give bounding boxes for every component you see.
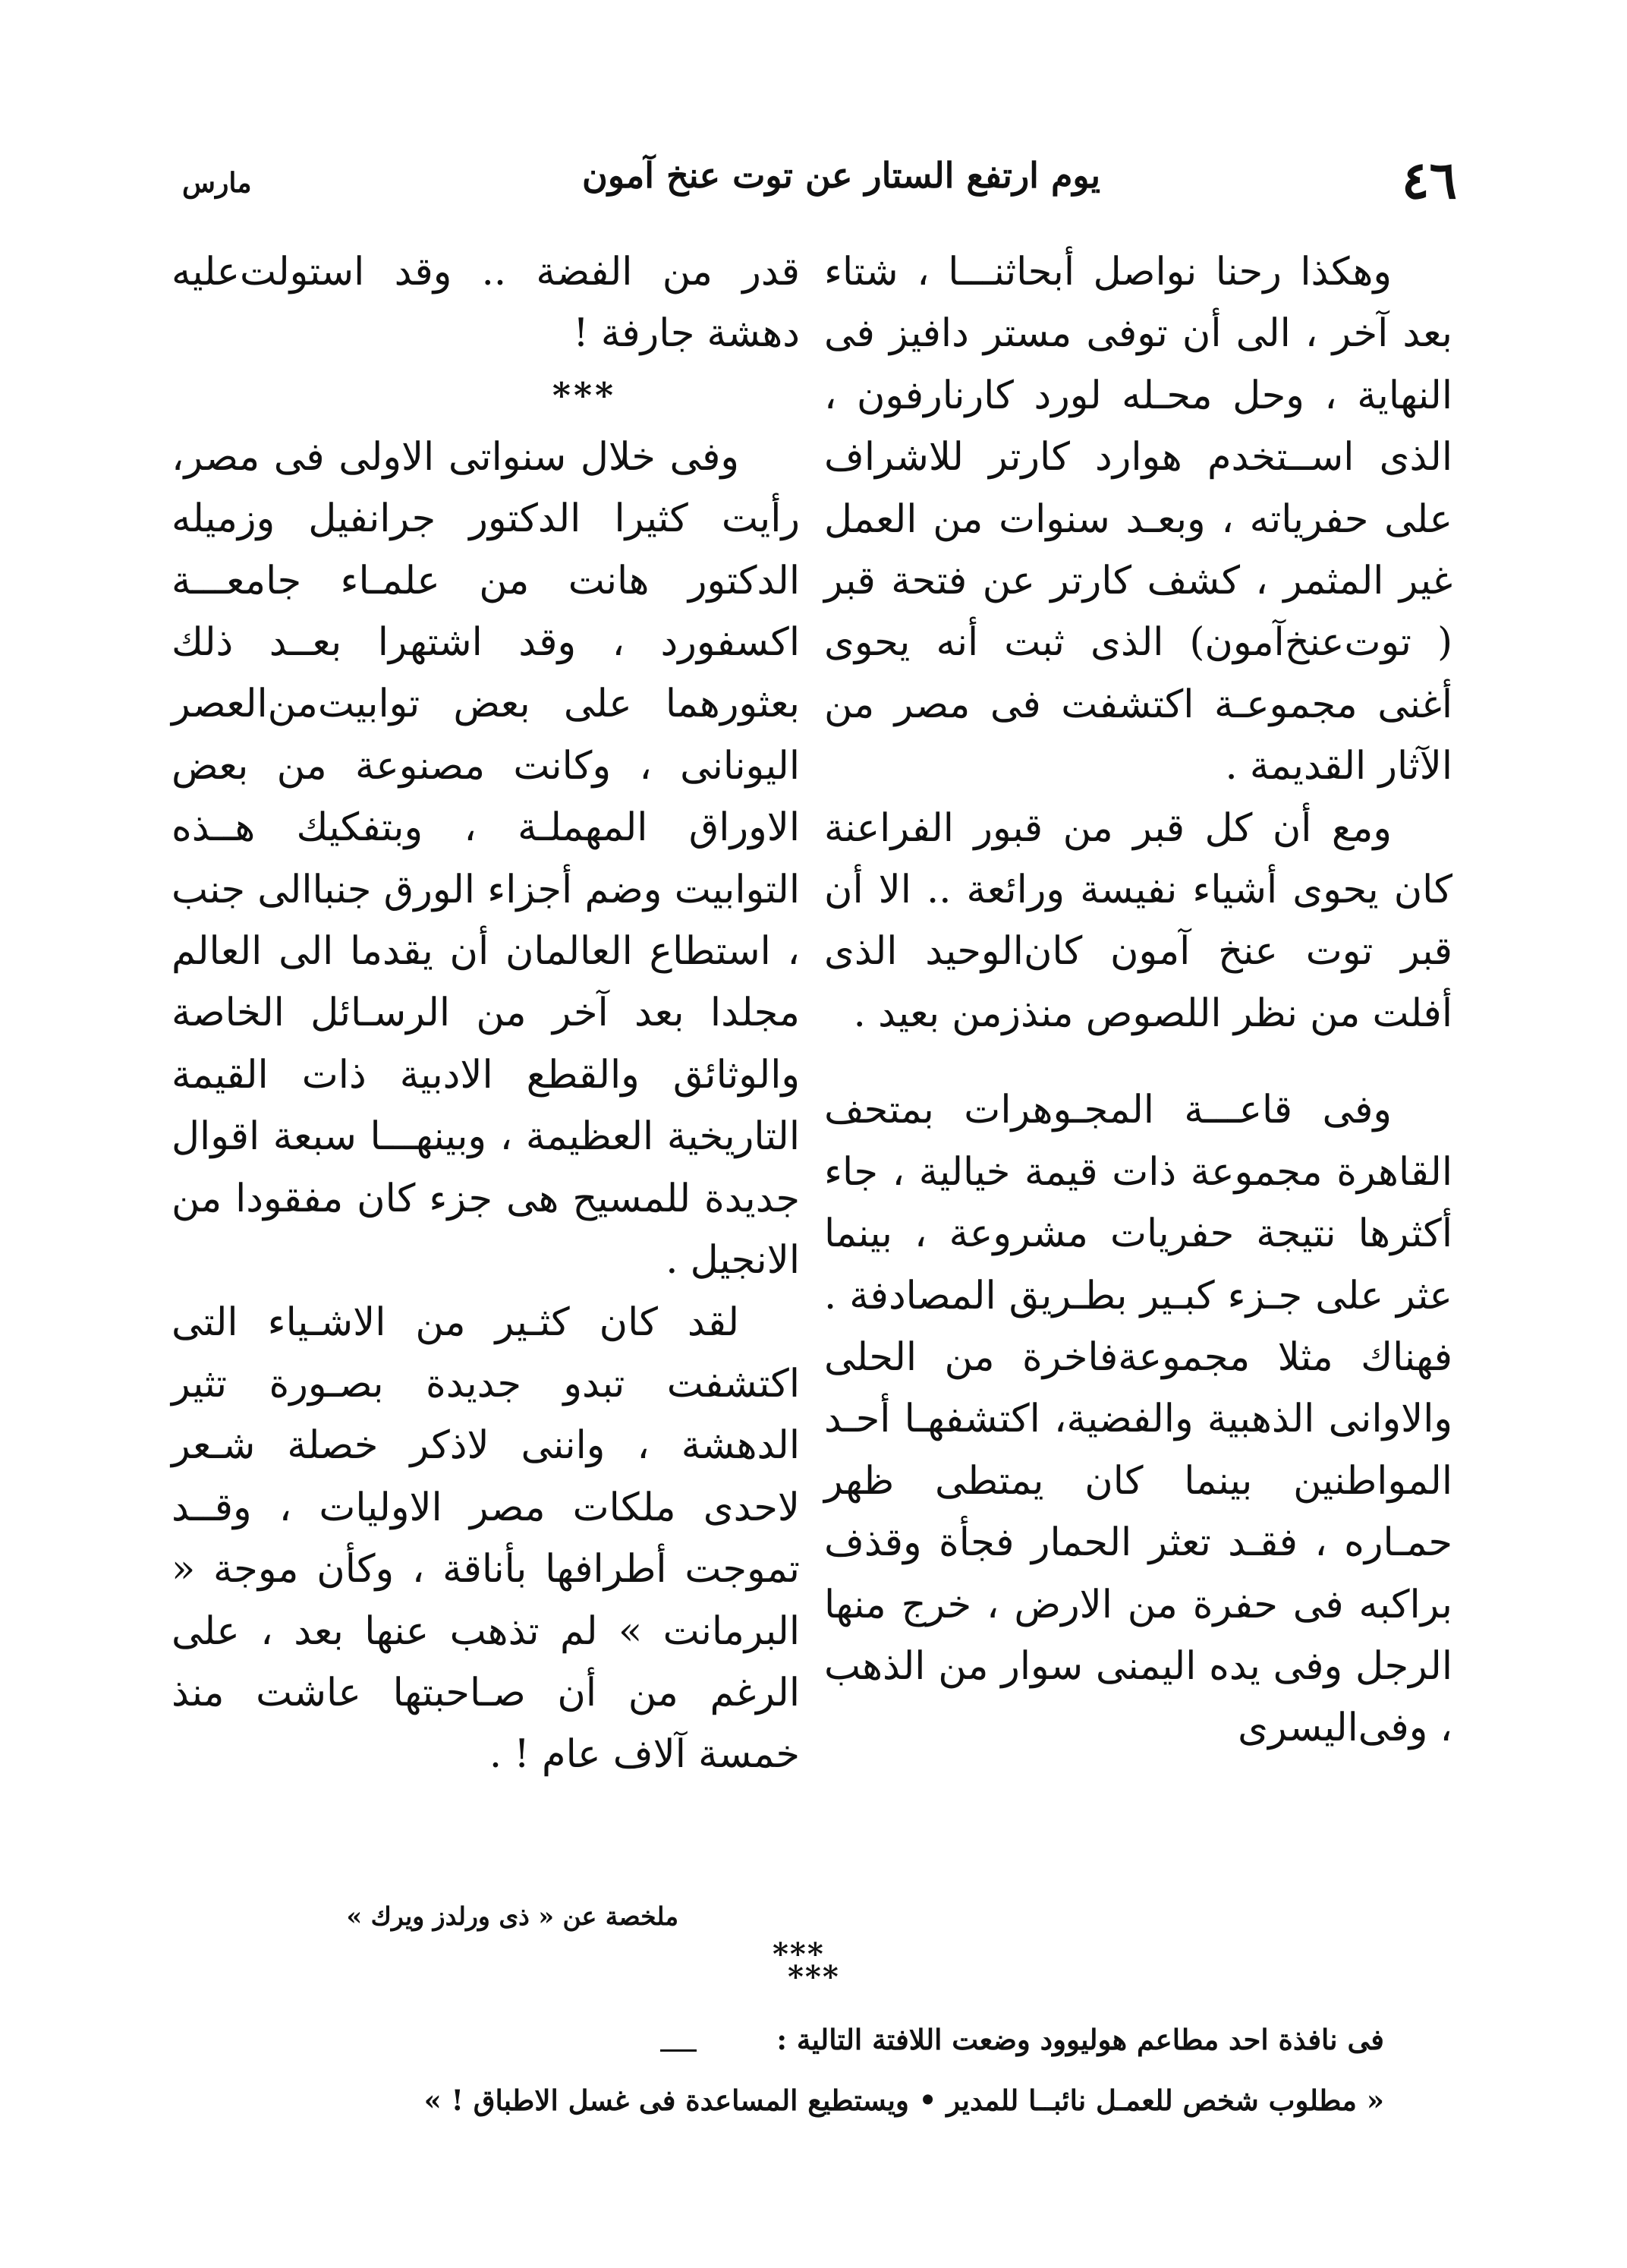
source-note: ملخصة عن « ذى ورلدز ويرك » bbox=[346, 1901, 678, 1931]
divider-dash bbox=[660, 2049, 697, 2052]
issue-month: مارس bbox=[182, 167, 252, 199]
paragraph-continuation: قدر من الفضة .. وقد استولت‌عليه دهشة جارفة ! bbox=[172, 250, 800, 357]
right-column bbox=[824, 241, 1452, 1759]
joke-intro: فى نافذة احد مطاعم هوليوود وضعت اللافتة التالية : bbox=[776, 2023, 1384, 2056]
running-title: يوم ارتفع الستار عن توت عنخ آمون bbox=[582, 155, 1100, 196]
ornament-stars-top: *** bbox=[773, 1936, 825, 1972]
joke-text: « مطلوب شخص للعمـل نائبــا للمدير • ويستطيع المساعدة فى غسل الاطباق ! » bbox=[423, 2084, 1384, 2117]
paragraph: لقد كان كثـير من الاشـياء التى اكتشفت تبدو جديدة بصـورة تثير الدهشة ، واننى لاذكر خصلة شـعر لاحدى ملكات مصر الاوليات ، وقــد تموجت أطرافها بأناقة ، وكأن موجة « البرمانت » لم تذهب عنها بعد ، على الرغم من أن صـاحبتها عاشت منذ خمسة آلاف عام ! . bbox=[172, 1299, 800, 1778]
page-number: ٤٦ bbox=[1401, 150, 1457, 211]
paragraph: وهكذا رحنا نواصل أبحاثنـــا ، شتاء بعد آخر ، الى أن توفى مستر دافيز فى النهاية ، وحل محـله لورد كارنارفون ، الذى اســتخدم هوارد كارتر للاشراف على حفرياته ، وبعـد سنوات من العمل غير المثمر ، كشف كارتر عن فتحة قبر ( توت‌عنخ‌آمون) الذى ثبت أنه يحوى أغنى مجموعـة اكتشفت فى مصر من الآثار القديمة . bbox=[824, 250, 1452, 789]
paragraph: وفى قاعـــة المجـوهرات بمتحف القاهرة مجموعة ذات قيمة خيالية ، جاء أكثرها نتيجة حفريات مشروعة ، بينما عثر على جـزء كبـير بطـريق المصادفة . فهناك مثلا مجموعة‌فاخرة من الحلى والاوانى الذهبية والفضية، اكتشفهـا أحـد المواطنين بينما كان يمتطى ظهر حمـاره ، فقـد تعثر الحمار فجأة وقذف براكبه فى حفرة من الارض ، خرج منها الرجل وفى يده اليمنى سوار من الذهب ، وفى‌اليسرى bbox=[824, 1088, 1452, 1751]
left-column bbox=[172, 241, 800, 1786]
star-ornament bbox=[766, 1936, 865, 2000]
section-break-stars: *** bbox=[552, 374, 617, 416]
paragraph: وفى خلال سنواتى الاولى فى مصر، رأيت كثيرا الدكتور جرانفيل وزميله الدكتور هانت من علمـاء جامعـــة اكسفورد ، وقد اشتهرا بعــد ذلك بعثورهما على بعض توابيت‌من‌العصر اليونانى ، وكانت مصنوعة من بعض الاوراق المهملـة ، وبتفكيك هــذه التوابيت وضم أجزاء الورق جنبا‌الى جنب ، استطاع العالمان أن يقدما الى العالم مجلدا بعد آخر من الرسـائل الخاصة والوثائق والقطع الادبية ذات القيمة التاريخية العظيمة ، وبينهـــا سبعة اقوال جديدة للمسيح هى جزء كان مفقودا من الانجيل . bbox=[172, 434, 800, 1284]
paragraph: ومع أن كل قبر من قبور الفراعنة كان يحوى أشياء نفيسة ورائعة .. الا أن قبر توت عنخ آمون كان‌الوحيد الذى أفلت من نظر اللصوص منذزمن بعيد . bbox=[824, 805, 1452, 1036]
page-header bbox=[167, 144, 1457, 213]
ornament-stars-bottom: *** bbox=[788, 1959, 840, 1995]
